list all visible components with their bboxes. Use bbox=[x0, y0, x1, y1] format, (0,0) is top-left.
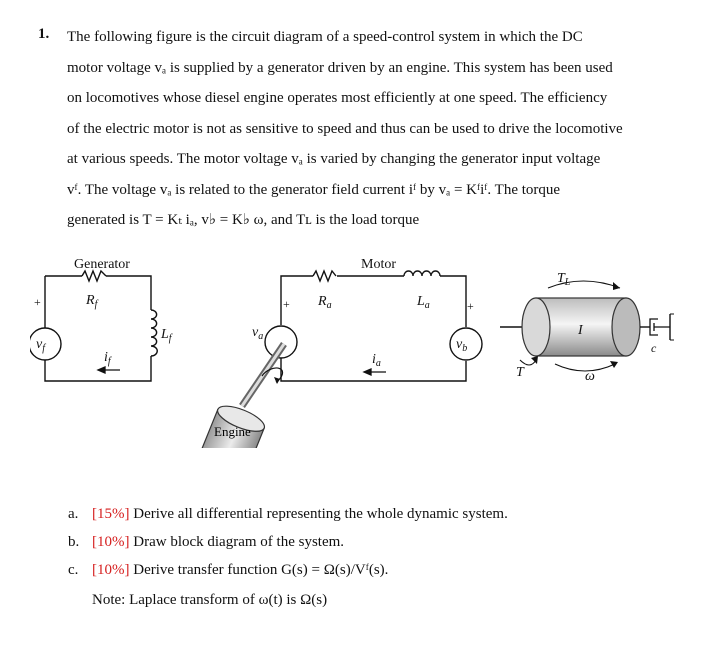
statement-line: on locomotives whose diesel engine operates most efficiently at one speed. The efficiency bbox=[67, 90, 608, 106]
va-label: $v_a$ bbox=[252, 325, 264, 342]
plus-sign: + bbox=[467, 299, 474, 313]
task-item bbox=[68, 528, 688, 556]
torque-label: T bbox=[516, 365, 524, 380]
statement-line: The following figure is the circuit diagram of a speed-control system in which the DC bbox=[67, 29, 583, 45]
generator-title: Generator bbox=[74, 257, 130, 272]
problem-statement bbox=[67, 22, 698, 236]
generator-wire bbox=[45, 276, 151, 381]
plus-sign: + bbox=[34, 295, 41, 309]
statement-line: of the electric motor is not as sensitive to speed and thus can be used to drive the locomotive bbox=[67, 120, 623, 137]
statement-line: generated is T = Kₜ iₐ, v♭ = K♭ ω, and Tʟ is the load torque bbox=[67, 212, 420, 228]
problem-number: 1. bbox=[38, 26, 50, 42]
task-label: b. bbox=[68, 534, 80, 550]
motor-title: Motor bbox=[361, 257, 396, 272]
la-inductor bbox=[404, 271, 440, 276]
engine-assembly bbox=[195, 344, 284, 448]
task-label: a. bbox=[68, 506, 79, 522]
omega-label: ω bbox=[585, 369, 595, 384]
task-weight: [10%] bbox=[92, 534, 130, 550]
note-text: Note: Laplace transform of ω(t) is Ω(s) bbox=[92, 592, 328, 608]
task-list bbox=[68, 500, 688, 612]
note bbox=[68, 584, 688, 612]
load-assembly bbox=[500, 281, 674, 371]
inertia-label: I bbox=[578, 323, 583, 338]
circuit-diagram bbox=[30, 248, 710, 448]
lf-inductor bbox=[151, 310, 157, 356]
engine-label: Engine bbox=[214, 424, 251, 439]
vf-source bbox=[30, 328, 61, 360]
damper-label: c bbox=[651, 341, 657, 355]
problem-1 bbox=[38, 22, 698, 236]
lf-label: $L_f$ bbox=[161, 327, 172, 344]
task-weight: [15%] bbox=[92, 506, 130, 522]
ra-resistor bbox=[313, 271, 336, 281]
task-weight: [10%] bbox=[92, 562, 130, 578]
plus-sign: + bbox=[283, 297, 290, 311]
rf-label: $R_f$ bbox=[86, 293, 98, 310]
ia-label: $i_a$ bbox=[372, 352, 381, 369]
if-label: $i_f$ bbox=[104, 350, 111, 367]
task-item bbox=[68, 556, 688, 584]
statement-line: at various speeds. The motor voltage vₐ is varied by changing the generator input voltage bbox=[67, 151, 601, 167]
task-text: Derive all differential representing the whole dynamic system. bbox=[129, 506, 508, 522]
statement-line: vᶠ. The voltage vₐ is related to the generator field current iᶠ by vₐ = Kᶠiᶠ. The torque bbox=[67, 181, 561, 198]
task-text: Draw block diagram of the system. bbox=[129, 534, 345, 550]
la-label: $L_a$ bbox=[417, 294, 430, 311]
tl-label: $T_L$ bbox=[557, 271, 571, 288]
statement-line: motor voltage vₐ is supplied by a generator driven by an engine. This system has been used bbox=[67, 59, 613, 76]
task-label: c. bbox=[68, 562, 79, 578]
vf-label: $v_f$ bbox=[36, 337, 45, 354]
vb-label: $v_b$ bbox=[456, 337, 468, 354]
task-text: Derive transfer function G(s) = Ω(s)/Vᶠ(s). bbox=[129, 562, 389, 578]
rf-resistor bbox=[82, 271, 106, 281]
task-item bbox=[68, 500, 688, 528]
ra-label: $R_a$ bbox=[318, 294, 332, 311]
